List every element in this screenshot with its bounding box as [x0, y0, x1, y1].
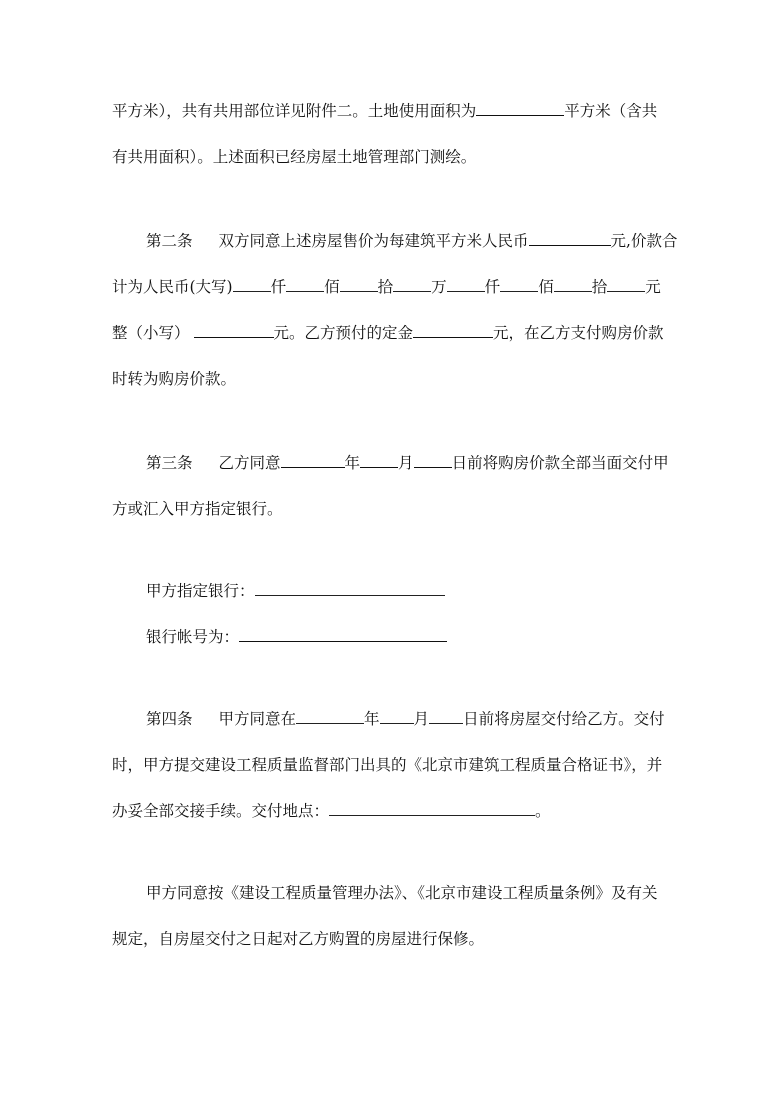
land-area-blank — [476, 101, 564, 116]
unit-qian-2: 仟 — [484, 278, 501, 296]
art3-text-5: 方或汇入甲方指定银行。 — [112, 500, 283, 518]
art2-title: 第二条 — [146, 232, 193, 250]
p1-text-3: 有共用面积）。上述面积已经房屋土地管理部门测绘。 — [112, 148, 477, 166]
p5-line-2 — [112, 928, 484, 950]
p5-text-1: 甲方同意按《建设工程质量管理办法》、《北京市建设工程质量条例》及有关 — [146, 884, 658, 902]
account-label: 银行帐号为： — [146, 628, 240, 646]
art2-line-3 — [112, 322, 664, 344]
unit-shi-2: 拾 — [591, 278, 608, 296]
unit-qian-1: 仟 — [270, 278, 287, 296]
art4-text-7: 。 — [535, 802, 551, 820]
art4-year-blank — [296, 709, 364, 724]
account-blank — [239, 627, 447, 642]
art3-text-1: 乙方同意 — [218, 454, 281, 472]
deposit-blank — [413, 323, 493, 338]
art4-title: 第四条 — [146, 710, 193, 728]
art3-line-2 — [112, 498, 283, 520]
price-lowercase-blank — [194, 323, 274, 338]
art3-month-blank — [360, 453, 398, 468]
art4-line-2 — [112, 754, 662, 776]
p1-text-2: 平方米（含共 — [564, 102, 658, 120]
unit-price-blank — [529, 231, 611, 246]
art3-line-1 — [146, 452, 669, 474]
art4-text-4: 日前将房屋交付给乙方。交付 — [463, 710, 665, 728]
art4-day-blank — [429, 709, 463, 724]
art4-text-2: 年 — [364, 710, 380, 728]
art3-title: 第三条 — [146, 454, 193, 472]
bank-blank — [255, 581, 445, 596]
art3-text-3: 月 — [398, 454, 414, 472]
art2-text-6: 元，在乙方支付购房价款 — [493, 324, 664, 342]
p1-text-1: 平方米），共有共用部位详见附件二。土地使用面积为 — [112, 102, 477, 120]
bank-line — [146, 580, 445, 602]
art3-day-blank — [414, 453, 452, 468]
art4-text-1: 甲方同意在 — [218, 710, 297, 728]
unit-wan: 万 — [431, 278, 447, 296]
art2-text-2: 元,价款合 — [610, 232, 678, 250]
art3-year-blank — [281, 453, 345, 468]
p1-line-2 — [112, 146, 476, 168]
art2-text-4: 整（小写） — [112, 324, 190, 342]
bank-label: 甲方指定银行： — [146, 582, 255, 600]
art2-text-3: 计为人民币(大写) — [112, 278, 233, 296]
delivery-place-blank — [329, 801, 535, 816]
art3-text-2: 年 — [344, 454, 361, 472]
art4-line-3 — [112, 800, 551, 822]
art2-text-1: 双方同意上述房屋售价为每建筑平方米人民币 — [218, 232, 529, 250]
unit-shi-1: 拾 — [377, 278, 394, 296]
p1-line-1 — [112, 100, 657, 122]
art2-line-4 — [112, 368, 236, 390]
p5-line-1 — [146, 882, 658, 904]
art2-text-7: 时转为购房价款。 — [112, 370, 237, 388]
p5-text-2: 规定，自房屋交付之日起对乙方购置的房屋进行保修。 — [112, 930, 485, 948]
art4-line-1 — [146, 708, 665, 730]
unit-yuan: 元 — [645, 278, 661, 296]
unit-bai-2: 佰 — [538, 278, 554, 296]
art2-line-1 — [146, 230, 677, 252]
art4-text-3: 月 — [413, 710, 430, 728]
art2-text-5: 元。乙方预付的定金 — [273, 324, 414, 342]
art4-text-6: 办妥全部交接手续。交付地点： — [112, 802, 330, 820]
art4-text-5: 时，甲方提交建设工程质量监督部门出具的《北京市建筑工程质量合格证书》，并 — [112, 756, 663, 774]
art4-month-blank — [380, 709, 414, 724]
art3-text-4: 日前将购房价款全部当面交付甲 — [451, 454, 669, 472]
unit-bai-1: 佰 — [324, 278, 340, 296]
account-line — [146, 626, 447, 648]
art2-line-2 — [112, 276, 661, 298]
